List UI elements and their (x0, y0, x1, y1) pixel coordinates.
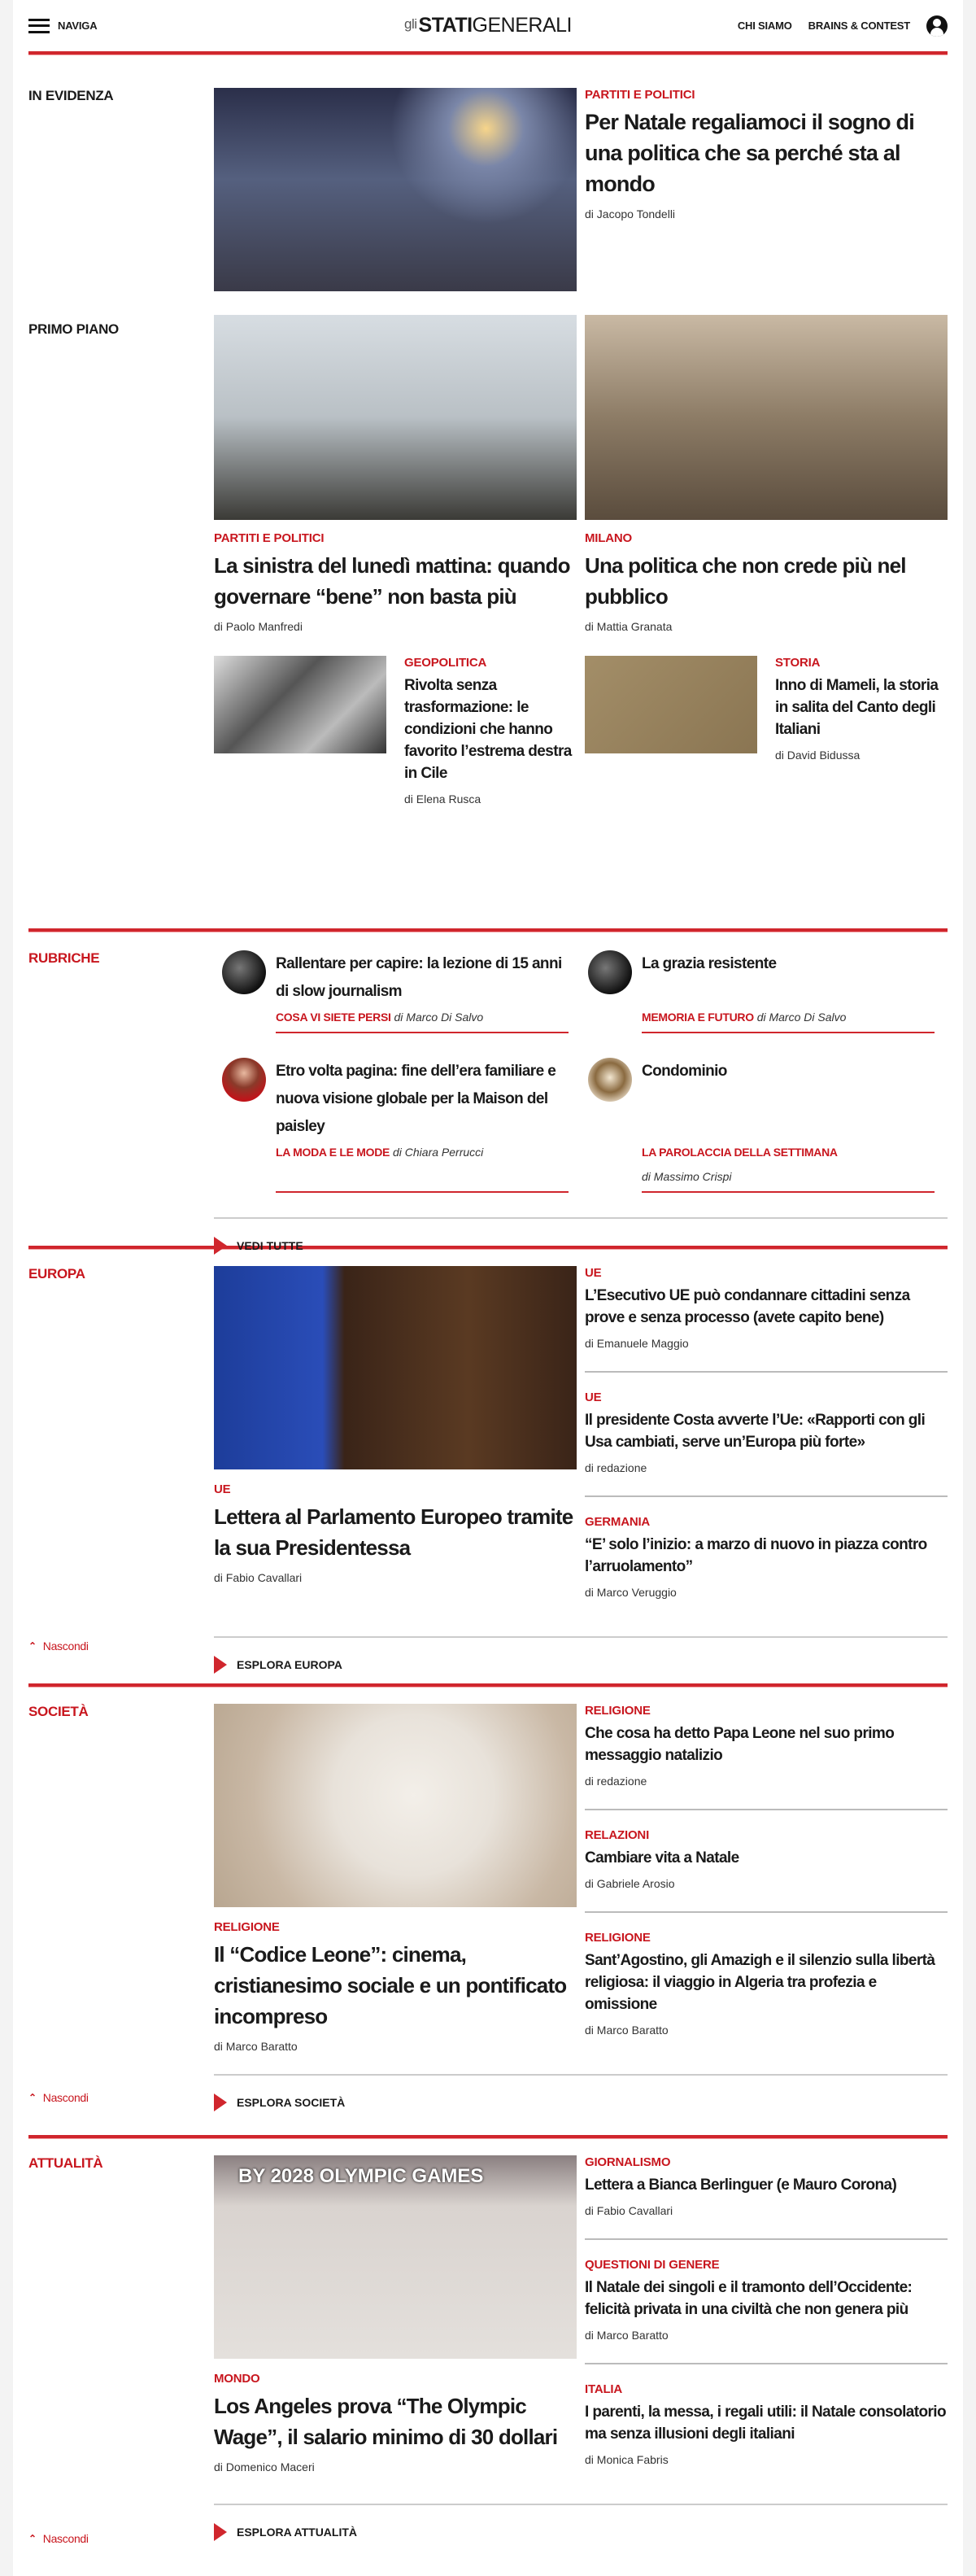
article-category[interactable]: RELIGIONE (214, 1920, 280, 1934)
hide-section-button[interactable] (28, 2532, 214, 2545)
site-header (28, 0, 948, 51)
column-title[interactable]: La grazia resistente (642, 955, 777, 972)
article-list (585, 1266, 948, 1620)
article-author[interactable]: di Marco Veruggio (585, 1586, 677, 1599)
article-image[interactable] (214, 2155, 577, 2359)
see-all-label: VEDI TUTTE (237, 1239, 303, 1252)
section-primo-piano (28, 315, 948, 928)
article-category[interactable]: RELAZIONI (585, 1828, 650, 1842)
article-image[interactable] (214, 88, 577, 291)
article-author[interactable]: di Gabriele Arosio (585, 1877, 675, 1890)
list-item[interactable] (585, 2155, 948, 2240)
article-list (585, 2155, 948, 2487)
play-arrow-icon (214, 2094, 227, 2111)
logo-generali: GENERALI (472, 14, 572, 37)
section-label: ATTUALITÀ (28, 2155, 103, 2171)
hide-section-button[interactable] (28, 1639, 214, 1653)
article-category[interactable]: UE (585, 1266, 602, 1280)
article-author[interactable]: di Paolo Manfredi (214, 620, 303, 633)
article-title[interactable]: Lettera a Bianca Berlinguer (e Mauro Corona) (585, 2177, 897, 2194)
column-author: di Massimo Crispi (642, 1170, 732, 1183)
column-author: di Marco Di Salvo (394, 1011, 484, 1024)
article-category[interactable]: MILANO (585, 531, 632, 545)
column-name[interactable]: LA PAROLACCIA DELLA SETTIMANA (642, 1146, 838, 1159)
section-label: RUBRICHE (28, 950, 100, 966)
divider (214, 1636, 948, 1638)
article-title[interactable]: Che cosa ha detto Papa Leone nel suo primo messaggio natalizio (585, 1725, 895, 1764)
article-title[interactable]: Per Natale regaliamoci il sogno di una politica che sa perché sta al mondo (585, 110, 914, 196)
article-author[interactable]: di Jacopo Tondelli (585, 207, 676, 220)
divider (214, 1217, 948, 1219)
article-author[interactable]: di Mattia Granata (585, 620, 673, 633)
list-item[interactable] (585, 2364, 948, 2487)
explore-label: ESPLORA EUROPA (237, 1658, 342, 1671)
article-image[interactable] (214, 1704, 577, 1907)
menu-label: NAVIGA (58, 20, 98, 32)
logo-gli: gli (404, 16, 417, 32)
logo-stati: STATI (418, 14, 473, 37)
article-author[interactable]: di redazione (585, 1461, 647, 1474)
explore-section-link[interactable] (214, 2523, 948, 2541)
article-title[interactable]: Lettera al Parlamento Europeo tramite la sua Presidentessa (214, 1504, 573, 1560)
article-author[interactable]: di Marco Baratto (585, 2024, 669, 2037)
column-author: di Chiara Perrucci (392, 1146, 484, 1159)
play-arrow-icon (214, 1656, 227, 1674)
menu-button[interactable] (28, 19, 97, 33)
explore-section-link[interactable] (214, 2094, 948, 2111)
article-author[interactable]: di Emanuele Maggio (585, 1337, 689, 1350)
column-title[interactable]: Condominio (642, 1063, 727, 1080)
column-name[interactable]: MEMORIA E FUTURO (642, 1011, 754, 1024)
explore-label: ESPLORA ATTUALITÀ (237, 2526, 358, 2539)
section-attualita (28, 2139, 948, 2576)
article-image[interactable] (214, 656, 386, 753)
explore-label: ESPLORA SOCIETÀ (237, 2096, 346, 2109)
article-title[interactable]: “E’ solo l’inizio: a marzo di nuovo in piazza contro l’arruolamento” (585, 1536, 927, 1575)
list-item[interactable] (585, 1704, 948, 1810)
article-category[interactable]: RELIGIONE (585, 1931, 651, 1945)
article-category[interactable]: RELIGIONE (585, 1704, 651, 1718)
article-category[interactable]: ITALIA (585, 2382, 623, 2396)
section-label-column (28, 1266, 214, 1683)
article-title[interactable]: La sinistra del lunedì mattina: quando governare “bene” non basta più (214, 553, 570, 609)
divider (214, 2074, 948, 2076)
hide-label: Nascondi (42, 2091, 89, 2104)
page (13, 0, 963, 2576)
author-avatar (222, 1058, 266, 1102)
section-label: IN EVIDENZA (28, 88, 114, 103)
section-rubriche (28, 932, 948, 1252)
column-name[interactable]: LA MODA E LE MODE (276, 1146, 390, 1159)
hide-section-button[interactable] (28, 2091, 214, 2104)
list-item[interactable] (585, 1497, 948, 1620)
column-author: di Marco Di Salvo (756, 1011, 847, 1024)
article-title[interactable]: Il presidente Costa avverte l’Ue: «Rapporti con gli Usa cambiati, serve un’Europa più forte» (585, 1412, 926, 1451)
article-category[interactable]: PARTITI E POLITICI (214, 531, 325, 545)
list-item[interactable] (585, 1913, 948, 2058)
column-item[interactable] (214, 950, 572, 1033)
article-category[interactable]: PARTITI E POLITICI (585, 88, 695, 102)
hide-label: Nascondi (42, 1639, 89, 1653)
article-title[interactable]: Il Natale dei singoli e il tramonto dell’Occidente: felicità privata in una civiltà che non genera più (585, 2279, 913, 2318)
image-caption-text: BY 2028 OLYMPIC GAMES (238, 2165, 484, 2187)
article-author[interactable]: di Monica Fabris (585, 2453, 669, 2466)
article-title[interactable]: Cambiare vita a Natale (585, 1849, 739, 1867)
section-europa (28, 1250, 948, 1683)
column-item[interactable] (580, 1058, 938, 1193)
article-list (585, 1704, 948, 2058)
divider (214, 2504, 948, 2505)
play-arrow-icon (214, 2523, 227, 2541)
list-item[interactable] (585, 2240, 948, 2364)
list-item[interactable] (585, 1810, 948, 1913)
article-title[interactable]: Rivolta senza trasformazione: le condizioni che hanno favorito l’estrema destra in Cile (404, 677, 572, 782)
article-author[interactable]: di Domenico Maceri (214, 2460, 315, 2473)
explore-section-link[interactable] (214, 1656, 948, 1674)
author-avatar (588, 1058, 632, 1102)
section-societa (28, 1687, 948, 2135)
article-title[interactable]: Sant’Agostino, gli Amazigh e il silenzio sulla libertà religiosa: il viaggio in Algeria tra profezia e omissione (585, 1952, 935, 2013)
list-item[interactable] (585, 1266, 948, 1373)
article-category[interactable]: STORIA (775, 656, 821, 670)
article-image[interactable] (214, 315, 577, 520)
hide-label: Nascondi (42, 2532, 89, 2545)
article-image[interactable] (585, 656, 757, 753)
hamburger-icon (28, 19, 50, 33)
article-category[interactable]: GERMANIA (585, 1515, 651, 1529)
list-item[interactable] (585, 1373, 948, 1497)
section-label: PRIMO PIANO (28, 321, 119, 337)
article-author[interactable]: di David Bidussa (775, 749, 861, 762)
article-author[interactable]: di Marco Baratto (214, 2040, 298, 2053)
article-author[interactable]: di Marco Baratto (585, 2329, 669, 2342)
chevron-up-icon: ⌃ (28, 1640, 37, 1652)
article-image[interactable] (585, 315, 948, 520)
article-category[interactable]: UE (214, 1482, 231, 1496)
author-avatar (222, 950, 266, 994)
section-label-column (28, 1704, 214, 2135)
author-avatar (588, 950, 632, 994)
column-name[interactable]: COSA VI SIETE PERSI (276, 1011, 391, 1024)
chevron-up-icon: ⌃ (28, 2092, 37, 2103)
article-author[interactable]: di Fabio Cavallari (214, 1571, 303, 1584)
article-author[interactable]: di Fabio Cavallari (585, 2204, 673, 2217)
article-title[interactable]: Una politica che non crede più nel pubblico (585, 553, 906, 609)
see-all-columns-link[interactable] (214, 1237, 948, 1255)
column-item[interactable] (580, 950, 938, 1033)
article-title[interactable]: Inno di Mameli, la storia in salita del Canto degli Italiani (775, 677, 939, 738)
chevron-up-icon: ⌃ (28, 2533, 37, 2544)
article-title[interactable]: L’Esecutivo UE può condannare cittadini senza prove e senza processo (avete capito bene) (585, 1287, 910, 1326)
link-chi-siamo[interactable]: CHI SIAMO (737, 20, 792, 32)
article-image[interactable] (214, 1266, 577, 1469)
site-logo[interactable] (404, 14, 572, 37)
user-account-icon[interactable] (926, 15, 948, 37)
section-label-column (28, 2155, 214, 2576)
play-arrow-icon (214, 1237, 227, 1255)
section-in-evidenza (28, 55, 948, 315)
section-label: EUROPA (28, 1266, 85, 1281)
article-title[interactable]: I parenti, la messa, i regali utili: il Natale consolatorio ma senza illusioni degli italiani (585, 2404, 946, 2443)
column-item[interactable] (214, 1058, 572, 1193)
section-label: SOCIETÀ (28, 1704, 89, 1719)
article-author[interactable]: di Elena Rusca (404, 792, 481, 806)
article-category[interactable]: QUESTIONI DI GENERE (585, 2258, 720, 2272)
article-category[interactable]: GEOPOLITICA (404, 656, 487, 670)
article-category[interactable]: MONDO (214, 2372, 260, 2386)
article-category[interactable]: GIORNALISMO (585, 2155, 671, 2169)
column-title[interactable]: Rallentare per capire: la lezione di 15 anni di slow journalism (276, 955, 562, 1000)
column-title[interactable]: Etro volta pagina: fine dell’era familiare e nuova visione globale per la Maison del paisley (276, 1063, 556, 1135)
article-title[interactable]: Los Angeles prova “The Olympic Wage”, il salario minimo di 30 dollari (214, 2394, 558, 2449)
article-category[interactable]: UE (585, 1391, 602, 1404)
link-brains-contest[interactable]: BRAINS & CONTEST (808, 20, 910, 32)
article-author[interactable]: di redazione (585, 1775, 647, 1788)
article-title[interactable]: Il “Codice Leone”: cinema, cristianesimo sociale e un pontificato incompreso (214, 1942, 567, 2028)
